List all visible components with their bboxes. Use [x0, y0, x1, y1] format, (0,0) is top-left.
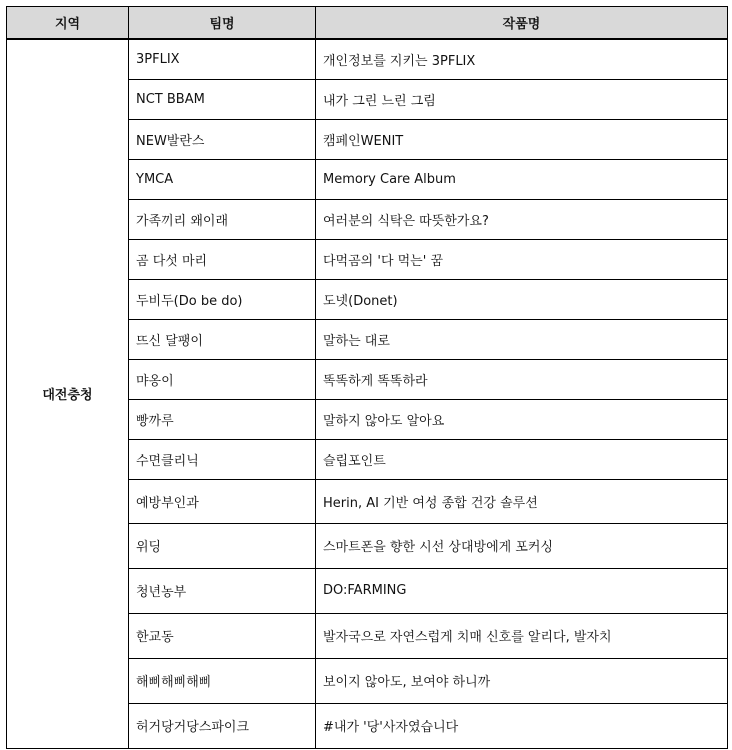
- team-name: 한교동: [129, 613, 316, 658]
- header-region: 지역: [7, 7, 129, 40]
- team-name: NEW발란스: [129, 119, 316, 159]
- team-name: 예방부인과: [129, 479, 316, 523]
- team-table: [6, 6, 728, 749]
- team-name: NCT BBAM: [129, 79, 316, 119]
- work-title: 도넷(Donet): [316, 279, 728, 319]
- team-name: 곰 다섯 마리: [129, 239, 316, 279]
- team-name: 청년농부: [129, 568, 316, 613]
- table-row: [7, 39, 728, 79]
- work-title: 내가 그린 느린 그림: [316, 79, 728, 119]
- work-title: 보이지 않아도, 보여야 하니까: [316, 658, 728, 703]
- team-name: YMCA: [129, 159, 316, 199]
- work-title: 말하는 대로: [316, 319, 728, 359]
- work-title: DO:FARMING: [316, 568, 728, 613]
- region-cell: 대전충청: [7, 39, 129, 748]
- header-row: [7, 7, 728, 40]
- work-title: 똑똑하게 똑똑하라: [316, 359, 728, 399]
- work-title: 발자국으로 자연스럽게 치매 신호를 알리다, 발자치: [316, 613, 728, 658]
- work-title: 스마트폰을 향한 시선 상대방에게 포커싱: [316, 523, 728, 568]
- work-title: #내가 '당'사자였습니다: [316, 703, 728, 748]
- team-name: 허거당거당스파이크: [129, 703, 316, 748]
- team-name: 3PFLIX: [129, 39, 316, 79]
- work-title: Memory Care Album: [316, 159, 728, 199]
- work-title: 다먹곰의 '다 먹는' 꿈: [316, 239, 728, 279]
- work-title: 여러분의 식탁은 따뜻한가요?: [316, 199, 728, 239]
- work-title: 개인정보를 지키는 3PFLIX: [316, 39, 728, 79]
- team-name: 먀옹이: [129, 359, 316, 399]
- team-name: 위딩: [129, 523, 316, 568]
- header-team: 팀명: [129, 7, 316, 40]
- team-name: 두비두(Do be do): [129, 279, 316, 319]
- work-title: 캠페인WENIT: [316, 119, 728, 159]
- team-name: 수면클리닉: [129, 439, 316, 479]
- team-name: 뜨신 달팽이: [129, 319, 316, 359]
- team-name: 빵까루: [129, 399, 316, 439]
- header-work: 작품명: [316, 7, 728, 40]
- team-name: 가족끼리 왜이래: [129, 199, 316, 239]
- team-name: 해삐해삐해삐: [129, 658, 316, 703]
- work-title: 말하지 않아도 알아요: [316, 399, 728, 439]
- work-title: 슬립포인트: [316, 439, 728, 479]
- work-title: Herin, AI 기반 여성 종합 건강 솔루션: [316, 479, 728, 523]
